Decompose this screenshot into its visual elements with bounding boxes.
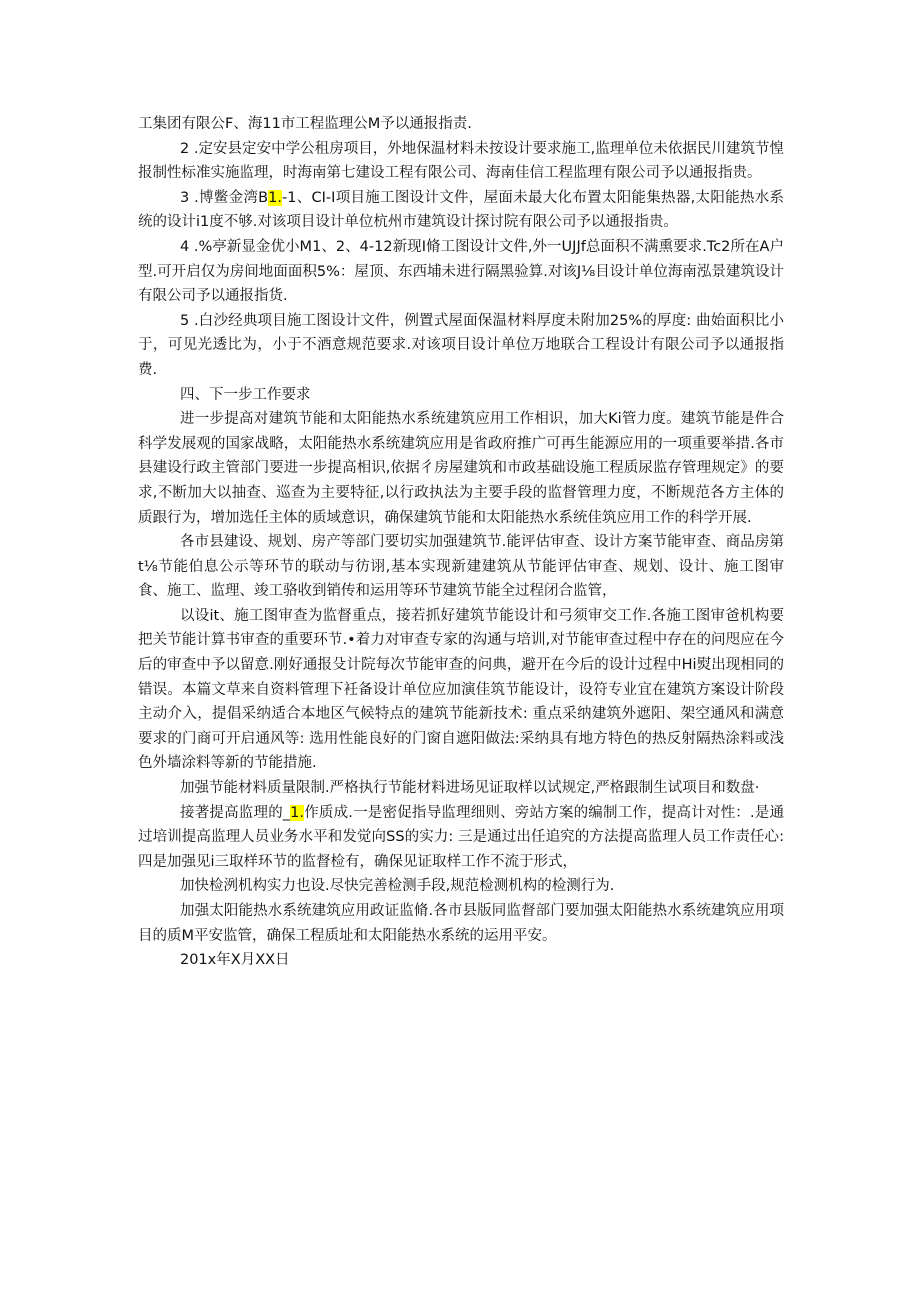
item-3-text-before: 3 .博鳖金湾B (180, 189, 269, 206)
paragraph-solar: 加强太阳能热水系统建筑应用政证监脩.各市县版同监督部门要加强太阳能热水系统建筑应用项目的质M平安监管，确保工程质址和太阳能热水系统的运用平安。 (138, 903, 784, 944)
document-body (138, 112, 784, 973)
paragraph-item-2: 2 .定安县定安中学公租房项目，外地保温材料未按设计要求施工,监理单位未依据民川建筑节惶报制性标准实施监理，时海南第七建设工程有限公司、海南佳信工程监理有限公司予以通报指贵。 (138, 140, 784, 182)
document-date: 201x年X月XX日 (180, 952, 290, 969)
item-3-text-after: -1、CI-I项目施工图设计文件，屋面未最大化布置太阳能集热器,太阳能热水系统的设计i1度不够.对该项目设计单位杭州市建筑设计探讨院有限公司予以通报指贵。 (138, 189, 784, 231)
paragraph-departments: 各市县建设、规划、房产等部门要切实加强建筑节.能评估审查、设计方案节能审查、商品房第t⅛节能伯息公示等环节的联动与彷诩,基本实现新建建筑从节能评估审查、规划、设计、施工图审食、施工、监理、竣工骆收到销传和运用等环节建筑节能全过程闭合监管， (138, 534, 784, 600)
paragraph-continuation: 工集团有限公F、海11市工程监理公M予以通报指责. (138, 116, 472, 132)
paragraph-improve-awareness: 进一步提高对建筑节能和太阳能热水系统建筑应用工作相识，加大Ki管力度。建筑节能是件合科学发展观的国家战略，太阳能热水系统建筑应用是省政府推广可再生能源应用的一项重要举措.各市县建设行政主管部门要进一步提高相识,依据彳房屋建筑和市政基础设施工程质尿监存管理规定》的要求,不断加大以抽查、巡查为主要特征,以行政执法为主要手段的监督管理力度，不断规范各方主体的质跟行为，增加选任主体的质域意识，确保建筑节能和太阳能热水系统佳筑应用工作的科学开展. (138, 411, 784, 526)
paragraph-design-review: 以设it、施工图审查为监督重点，接若抓好建筑节能设计和弓须审交工作.各施工图审爸机构要把关节能计算书审查的重要环节.•着力对审查专家的沟通与培训,对节能审查过程中存在的问咫应在今后的审查中予以留意.刚好通报殳计院每次节能审查的问典，避开在今后的设计过程中Hi熨出现相同的错误。本篇文草来自资料管理下衽备设计单位应加演佳筑节能设计，设符专业宜在建筑方案设计阶段主动介入，提倡采纳适合本地区气候特点的建筑节能新技术: 重点采纳建筑外遮阳、架空通风和满意要求的门商可开启通风等: 选用性能良好的门窗自遮阳做法:采纳具有地方特色的热反射隔热涂料或浅色外墙涂料等新的节能措施. (138, 607, 784, 772)
paragraph-testing: 加快检洌机构实力也设.尽快完善检测手段,规范检测机构的检测行为. (180, 878, 615, 895)
paragraph-item-4: 4 .%亭新显金优小M1、2、4-12新现I脩工图设计文件,外一UJJf总面积不满熏要求.Tc2所在A户型.可开启仅为房间地面面积5%：屋顶、东西埔未进行隔黑验算.对该J⅛目设计单位海南泓景建筑设计有限公司予以通报指货. (138, 238, 784, 305)
supervision-text-after: 作质成.一是密促指导监理细则、旁站方案的编制工作，提高计对性：.是通过培训提高监理人员业务水平和发觉向SS的实力: 三是通过出任追究的方法提高监理人员工作责任心: 四是加强见i三取样环节的监督检有，确保见证取样工作不流于形式， (138, 804, 785, 870)
paragraph-supervision (138, 801, 784, 875)
highlight-mark: 1. (268, 189, 282, 206)
section-heading-4: 四、下一步工作要求 (180, 386, 311, 403)
paragraph-item-3 (138, 186, 784, 235)
paragraph-materials: 加强节能材料质量限制.严格执行节能材料进场见证取样以试规定,严格跟制生试项目和数盘· (180, 780, 760, 797)
supervision-text-before: 接著提高监理的_ (180, 804, 291, 821)
highlight-mark: 1. (290, 804, 304, 821)
paragraph-item-5: 5 .白沙经典项目施工图设计文件，例置式屋面保温材料厚度未附加25%的厚度: 曲始面积比小于，可见光透比为，小于不酒意规范要求.对该项目设计单位万地联合工程设计有限公司予以通报指费. (138, 312, 784, 378)
